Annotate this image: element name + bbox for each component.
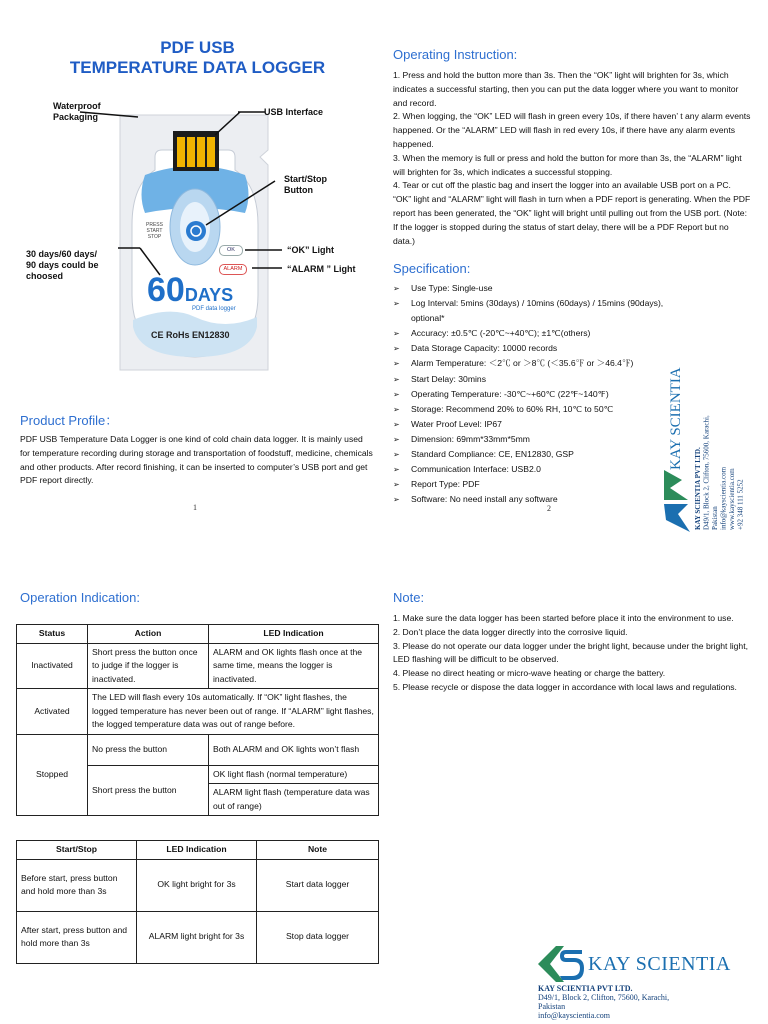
product-figure — [20, 95, 375, 380]
led-cell: ALARM and OK lights flash once at the same time, means the logger is inactivated. — [209, 643, 379, 689]
usb-interface-label: USB Interface — [264, 107, 324, 117]
alarm-badge: ALARM — [219, 264, 247, 275]
days-word: DAYS — [184, 285, 234, 305]
operating-instruction-list — [393, 69, 751, 248]
note-item: 5. Please recycle or dispose the data logger in accordance with local laws and regulations. — [393, 681, 737, 692]
operating-instruction-heading: Operating Instruction: — [393, 47, 518, 62]
company-stamp-vertical — [660, 360, 745, 530]
start-stop-cell: After start, press button and hold more than 3s — [17, 911, 137, 963]
device-subtitle: PDF data logger — [192, 306, 236, 312]
led-cell: OK light bright for 3s — [137, 859, 257, 911]
vertical-phone: +92 348 111 5252 — [736, 479, 745, 530]
footer-company-name: KAY SCIENTIA PVT LTD. — [538, 984, 633, 993]
note-cell: Stop data logger — [257, 911, 379, 963]
specification-list — [393, 281, 693, 507]
waterproof-label: Waterproof Packaging — [53, 101, 101, 122]
table-header-cell: Action — [88, 625, 209, 644]
table-row — [17, 734, 379, 765]
spec-item: ➢ Alarm Temperature: ＜2℃ or ＞8℃ (＜35.6℉ or ＞46.4℉) — [393, 356, 693, 371]
spec-item: ➢ Data Storage Capacity: 10000 records — [393, 341, 693, 356]
arrow-bullet-icon: ➢ — [393, 359, 400, 369]
arrow-bullet-icon: ➢ — [393, 299, 400, 309]
ok-light-label: “OK” Light — [287, 245, 334, 255]
note-item: 4. Please no direct heating or micro-wave heating or charge the battery. — [393, 668, 666, 679]
action-cell: Short press the button — [88, 765, 209, 816]
arrow-bullet-icon: ➢ — [393, 374, 400, 384]
title-line-1: PDF USB — [160, 38, 235, 57]
arrow-bullet-icon: ➢ — [393, 434, 400, 444]
spec-item: ➢ Accuracy: ±0.5℃ (-20℃~+40℃); ±1℃(others) — [393, 326, 693, 341]
note-item: 2. Don’t place the data logger directly into the corrosive liquid. — [393, 626, 628, 637]
vertical-address-line2: Pakistan — [711, 506, 719, 530]
arrow-bullet-icon: ➢ — [393, 419, 400, 429]
operation-indication-table — [16, 624, 379, 816]
table-header-cell: Start/Stop — [17, 841, 137, 860]
note-item: 1. Make sure the data logger has been started before place it into the environment to use. — [393, 613, 734, 623]
arrow-bullet-icon: ➢ — [393, 284, 400, 293]
spec-item: ➢ Software: No need install any software — [393, 492, 693, 507]
table-header-cell: Status — [17, 625, 88, 644]
start-stop-cell: Before start, press button and hold more than 3s — [17, 859, 137, 911]
table-row — [17, 911, 379, 963]
table-header-row — [17, 841, 379, 860]
footer-address-line1: D49/1, Block 2, Clifton, 75600, Karachi, — [538, 993, 670, 1002]
days-display — [147, 273, 233, 307]
footer-address-line2: Pakistan — [538, 1002, 566, 1011]
spec-item: ➢ Water Proof Level: IP67 — [393, 417, 693, 432]
status-cell: Stopped — [17, 734, 88, 816]
page-number-1: 1 — [193, 503, 197, 512]
note-item: 3. Please do not operate our data logger under the bright light, because under the bright light, LED flashing will be difficult to be observed. — [393, 640, 748, 665]
vertical-address-line1: D49/1, Block 2, Clifton, 75600, Karachi, — [702, 415, 711, 530]
arrow-bullet-icon: ➢ — [393, 404, 400, 414]
vertical-company-name: KAY SCIENTIA PVT LTD. — [694, 447, 702, 530]
led-cell: OK light flash (normal temperature) — [209, 765, 379, 784]
arrow-bullet-icon: ➢ — [393, 389, 400, 399]
spec-item: ➢ Storage: Recommend 20% to 60% RH, 10℃ to 50℃ — [393, 402, 693, 417]
arrow-bullet-icon: ➢ — [393, 495, 400, 505]
vertical-brand-name: KAY SCIENTIA — [668, 367, 684, 470]
spec-item: ➢ Operating Temperature: -30℃~+60℃ (22℉~140℉) — [393, 387, 693, 402]
table-header-cell: Note — [257, 841, 379, 860]
led-cell: ALARM light bright for 3s — [137, 911, 257, 963]
product-profile-text: PDF USB Temperature Data Logger is one kind of cold chain data logger. It is mainly used for temperature recording during storage and transportation of foodstuff, medicine, chemicals and other products. After record finishing, it can be inserted to computer’s USB port and get PDF report directly. — [20, 434, 373, 486]
led-cell: ALARM light flash (temperature data was out of range) — [209, 784, 379, 816]
note-heading: Note: — [393, 590, 425, 605]
note-list — [393, 612, 751, 695]
title-line-2: TEMPERATURE DATA LOGGER — [69, 58, 326, 77]
led-cell: Both ALARM and OK lights won’t flash — [209, 734, 379, 765]
spec-item: ➢ Communication Interface: USB2.0 — [393, 462, 693, 477]
status-cell: Inactivated — [17, 643, 88, 689]
days-number: 60 — [147, 271, 185, 309]
operation-indication-heading: Operation Indication: — [20, 590, 140, 605]
alarm-light-label: “ALARM ” Light — [287, 264, 356, 274]
days-label: 30 days/60 days/ 90 days could be choosed — [26, 249, 99, 281]
press-start-stop-text: PRESS START STOP — [146, 222, 163, 240]
table-row — [17, 689, 379, 735]
footer-brand-name: KAY SCIENTIA — [588, 952, 731, 975]
company-logo-footer — [538, 946, 748, 1020]
spec-item: ➢ Use Type: Single-use — [393, 281, 693, 296]
arrow-bullet-icon: ➢ — [393, 344, 400, 354]
spec-item: ➢ Standard Compliance: CE, EN12830, GSP — [393, 447, 693, 462]
status-cell: Activated — [17, 689, 88, 735]
operating-item: 2. When logging, the “OK” LED will flash in green every 10s, if there haven’ t any alarm events happened. Or the “ALARM” LED will flash in red every 10s, if there have any alarm events happened. — [393, 111, 751, 149]
vertical-email: info@kayscientia.com — [719, 466, 728, 530]
start-stop-label: Start/Stop Button — [284, 174, 328, 195]
operating-item: 1. Press and hold the button more than 3s. Then the “OK” light will brighten for 3s, which indicates a successful starting, then you can put the data logger where you want to monitor and record. — [393, 70, 739, 108]
page-number-2: 2 — [547, 504, 551, 513]
specification-heading: Specification: — [393, 261, 471, 276]
start-stop-table — [16, 840, 379, 964]
table-row — [17, 643, 379, 689]
company-logo-icon — [538, 946, 584, 982]
arrow-bullet-icon: ➢ — [393, 480, 400, 490]
table-row — [17, 859, 379, 911]
arrow-bullet-icon: ➢ — [393, 329, 400, 339]
table-header-cell: LED Indication — [137, 841, 257, 860]
vertical-company-details — [694, 360, 745, 530]
operating-item: 4. Tear or cut off the plastic bag and insert the logger into an available USB port on a PC. “OK” light and “ALARM” light will flash in turn when a PDF report is generating. When the PDF report has been generated, the “OK” light will bright until pulling out from the USB port. (Note: If the logger is stopped during the status of start delay, there will be a PDF Report but no data.) — [393, 180, 751, 246]
ok-badge: OK — [219, 245, 243, 256]
operating-item: 3. When the memory is full or press and hold the button for more than 3s, the “ALARM” light will brighten for 3s, which indicates a successful stopping. — [393, 152, 742, 177]
product-profile-heading: Product Profile： — [20, 413, 119, 428]
arrow-bullet-icon: ➢ — [393, 450, 400, 460]
table-header-row — [17, 625, 379, 644]
spec-item: ➢ Report Type: PDF — [393, 477, 693, 492]
vertical-website: www.kayscientia.com — [728, 468, 736, 530]
cert-text: CE RoHs EN12830 — [151, 330, 230, 340]
activated-description-cell: The LED will flash every 10s automatically. If “OK” light flashes, the logged temperature has never been out of range. If “ALARM” light flashes, the logged temperature data was out of range before. — [88, 689, 379, 735]
page-title — [20, 38, 375, 78]
spec-item: ➢ Log Interval: 5mins (30days) / 10mins (60days) / 15mins (90days), optional* — [393, 298, 664, 324]
action-cell: Short press the button once to judge if the logger is inactivated. — [88, 643, 209, 689]
arrow-bullet-icon: ➢ — [393, 465, 400, 475]
spec-item: ➢ Dimension: 69mm*33mm*5mm — [393, 432, 693, 447]
action-cell: No press the button — [88, 734, 209, 765]
footer-email: info@kayscientia.com — [538, 1011, 611, 1020]
table-header-cell: LED Indication — [209, 625, 379, 644]
note-cell: Start data logger — [257, 859, 379, 911]
spec-item: ➢ Start Delay: 30mins — [393, 372, 693, 387]
